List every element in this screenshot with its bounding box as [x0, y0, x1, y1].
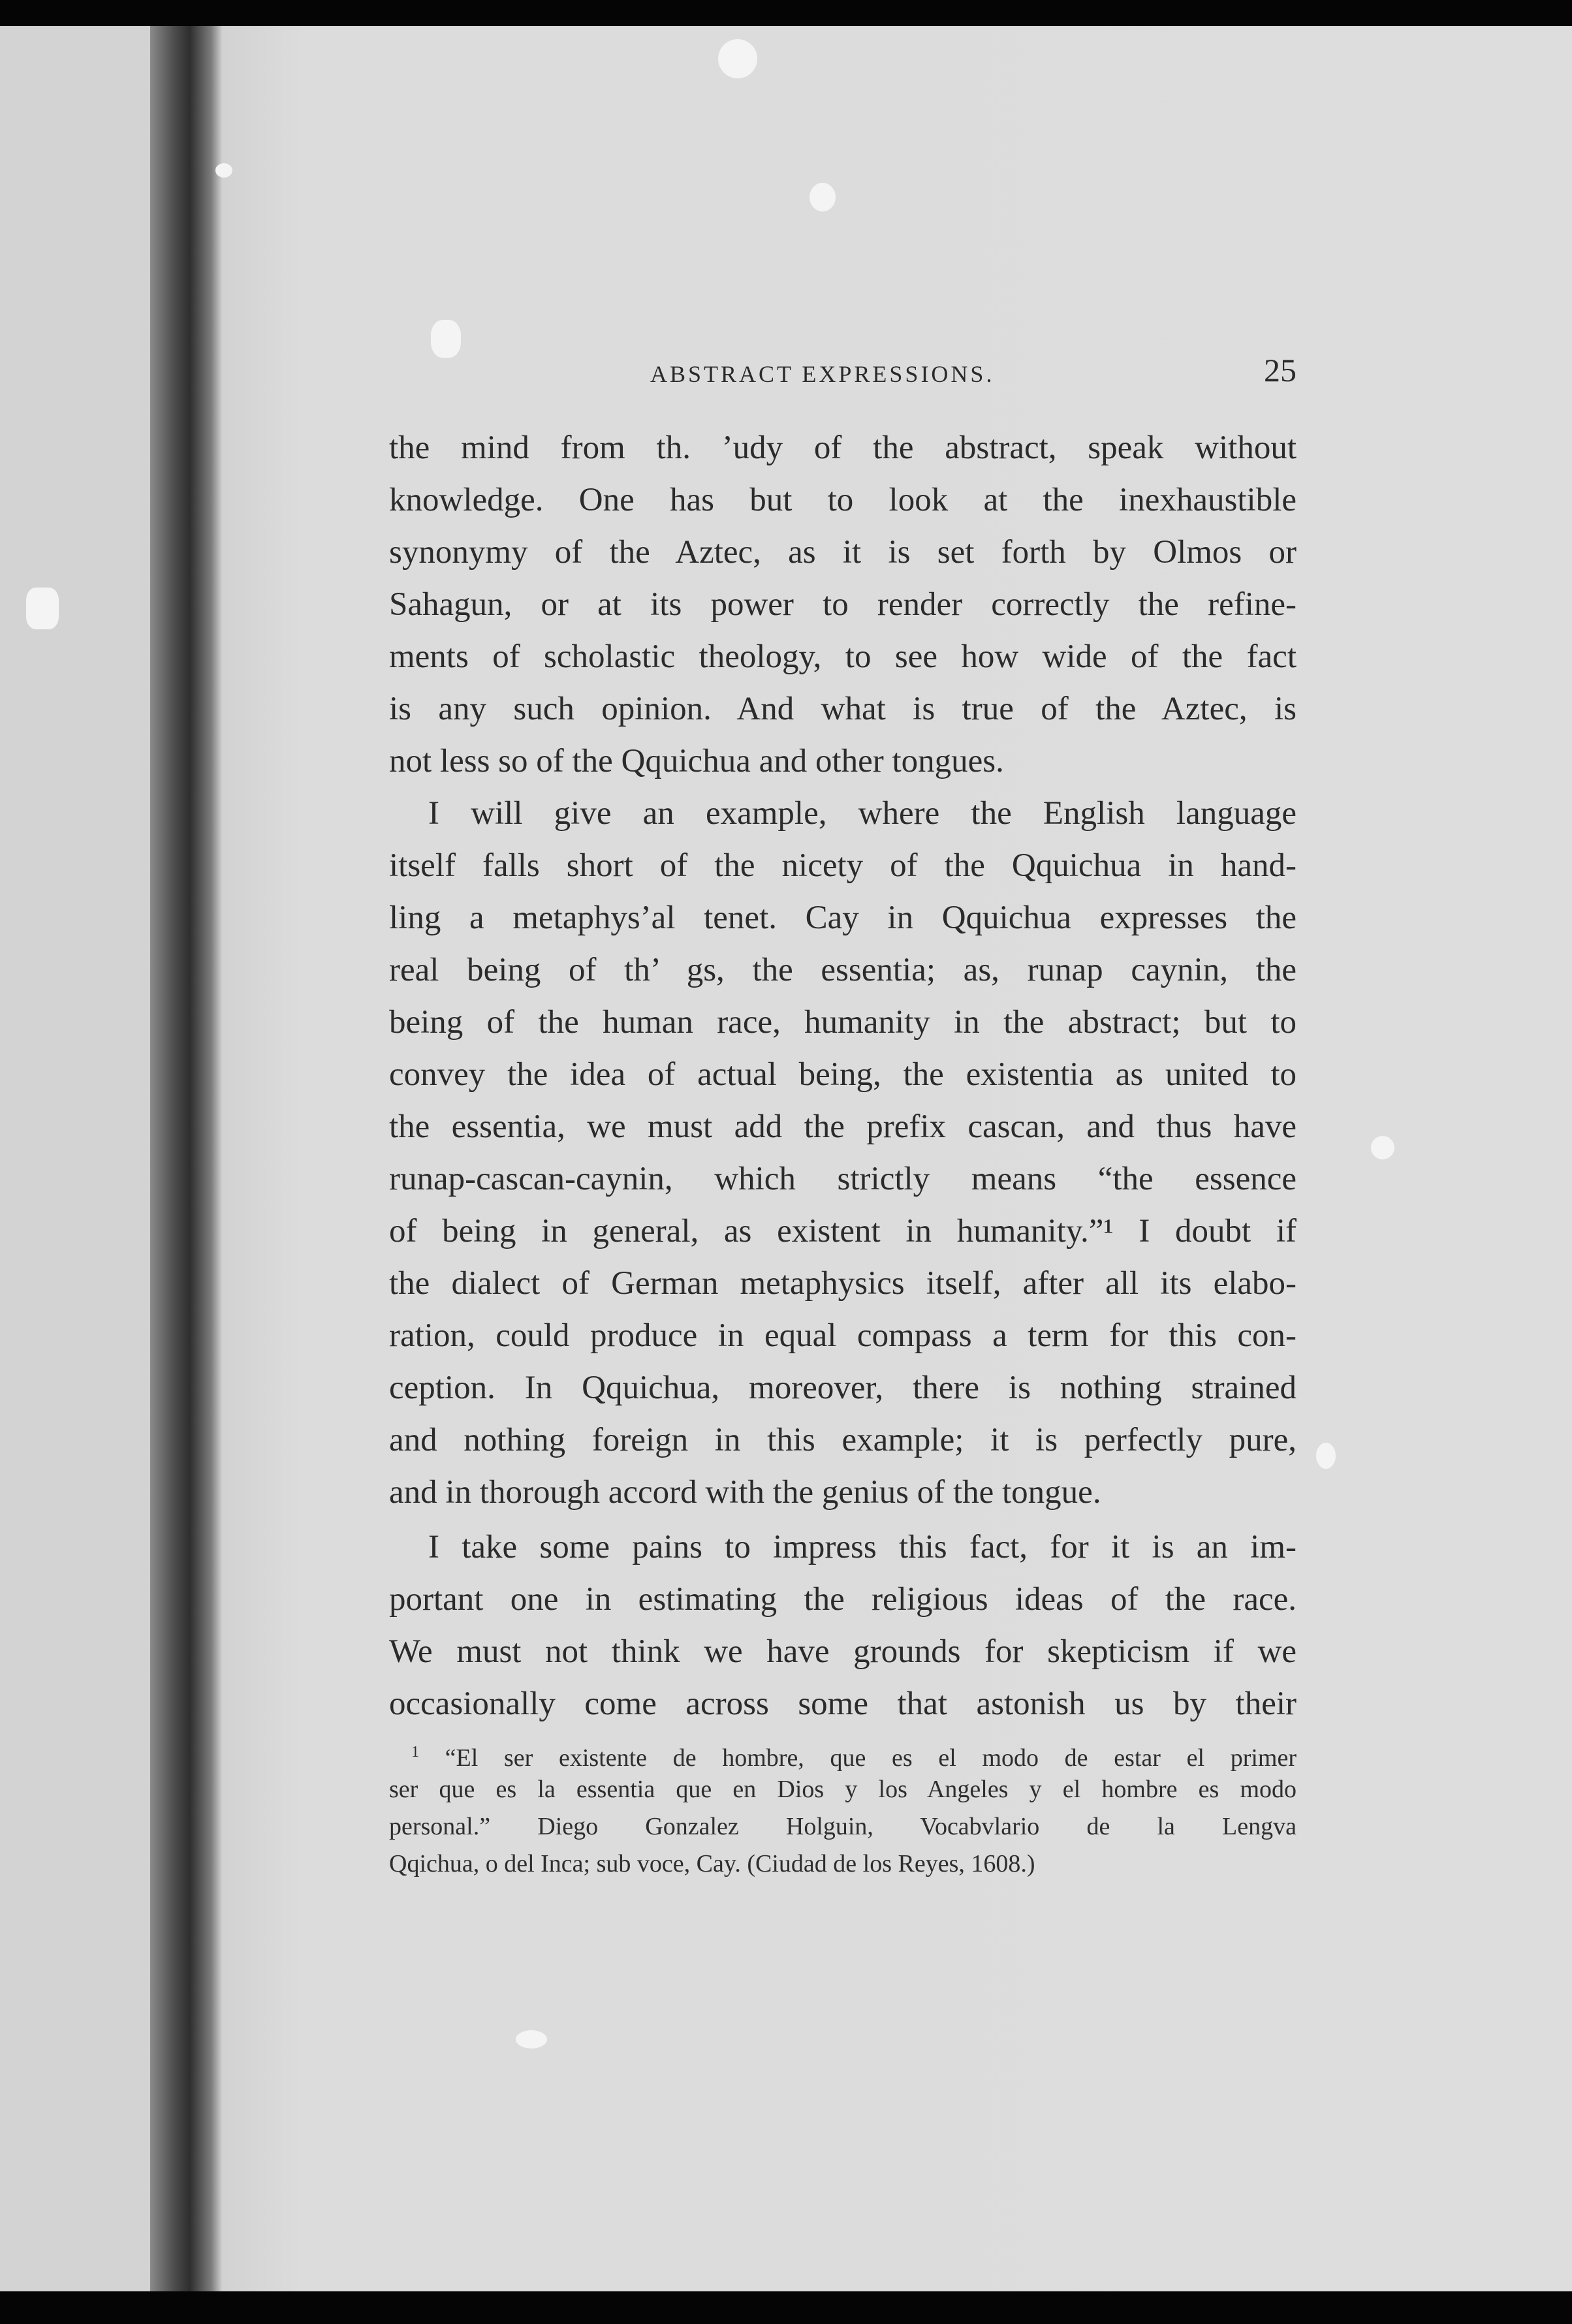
text-line: ling a metaphys’al tenet. Cay in Qquichua expresses the — [389, 900, 1297, 936]
footnote-line: ser que es la essentia que en Dios y los Angeles y el hombre es modo — [389, 1776, 1297, 1803]
footnote-line: personal.” Diego Gonzalez Holguin, Vocabvlario de la Lengva — [389, 1813, 1297, 1840]
text-line: I will give an example, where the English language — [428, 795, 1297, 832]
footnote — [389, 1734, 1297, 1883]
text-line: We must not think we have grounds for skepticism if we — [389, 1633, 1297, 1670]
scan-speck — [1371, 1136, 1394, 1159]
text-line: not less so of the Qquichua and other tongues. — [389, 743, 1004, 779]
text-line: I take some pains to impress this fact, for it is an im- — [428, 1529, 1297, 1565]
footnote-line — [389, 1734, 1297, 1771]
scan-speck — [1316, 1443, 1336, 1469]
footnote-line: Qqichua, o del Inca; sub voce, Cay. (Ciudad de los Reyes, 1608.) — [389, 1850, 1035, 1877]
text-line: ments of scholastic theology, to see how wide of the fact — [389, 638, 1297, 675]
scan-speck — [215, 163, 232, 178]
running-head — [389, 351, 1297, 403]
text-line: of being in general, as existent in humanity.”¹ I doubt if — [389, 1213, 1297, 1249]
scan-bottom-border — [0, 2291, 1572, 2324]
scan-top-border — [0, 0, 1572, 26]
text-line: ception. In Qquichua, moreover, there is nothing strained — [389, 1370, 1297, 1406]
text-line: real being of th’ gs, the essentia; as, runap caynin, the — [389, 952, 1297, 988]
text-line: convey the idea of actual being, the existentia as united to — [389, 1056, 1297, 1093]
footnote-text: “El ser existente de hombre, que es el modo de estar el primer — [445, 1744, 1297, 1771]
book-gutter-shadow — [150, 26, 222, 2291]
page-number: 25 — [1264, 352, 1297, 388]
text-line: and nothing foreign in this example; it is perfectly pure, — [389, 1422, 1297, 1458]
scan-speck — [718, 39, 757, 78]
running-title: ABSTRACT EXPRESSIONS. — [650, 361, 995, 387]
text-line: synonymy of the Aztec, as it is set forth by Olmos or — [389, 534, 1297, 571]
scan-speck — [516, 2030, 547, 2049]
scan-speck — [26, 588, 59, 629]
facing-page-edge — [0, 26, 163, 2291]
text-line: occasionally come across some that astonish us by their — [389, 1686, 1297, 1722]
text-line: and in thorough accord with the genius of the tongue. — [389, 1474, 1101, 1511]
text-line: portant one in estimating the religious ideas of the race. — [389, 1581, 1297, 1618]
text-line: being of the human race, humanity in the abstract; but to — [389, 1004, 1297, 1041]
text-line: the mind from th. ’udy of the abstract, speak without — [389, 430, 1297, 466]
text-line: the dialect of German metaphysics itself, after all its elabo- — [389, 1265, 1297, 1302]
footnote-marker: 1 — [411, 1744, 419, 1761]
text-line: runap-cascan-caynin, which strictly means “the essence — [389, 1161, 1297, 1197]
body-text — [389, 422, 1297, 1730]
text-line: ration, could produce in equal compass a term for this con- — [389, 1317, 1297, 1354]
text-line: Sahagun, or at its power to render correctly the refine- — [389, 586, 1297, 623]
text-line: knowledge. One has but to look at the inexhaustible — [389, 482, 1297, 518]
text-line: is any such opinion. And what is true of the Aztec, is — [389, 691, 1297, 727]
text-line: the essentia, we must add the prefix cascan, and thus have — [389, 1108, 1297, 1145]
scan-speck — [810, 183, 836, 212]
text-line: itself falls short of the nicety of the Qquichua in hand- — [389, 847, 1297, 884]
